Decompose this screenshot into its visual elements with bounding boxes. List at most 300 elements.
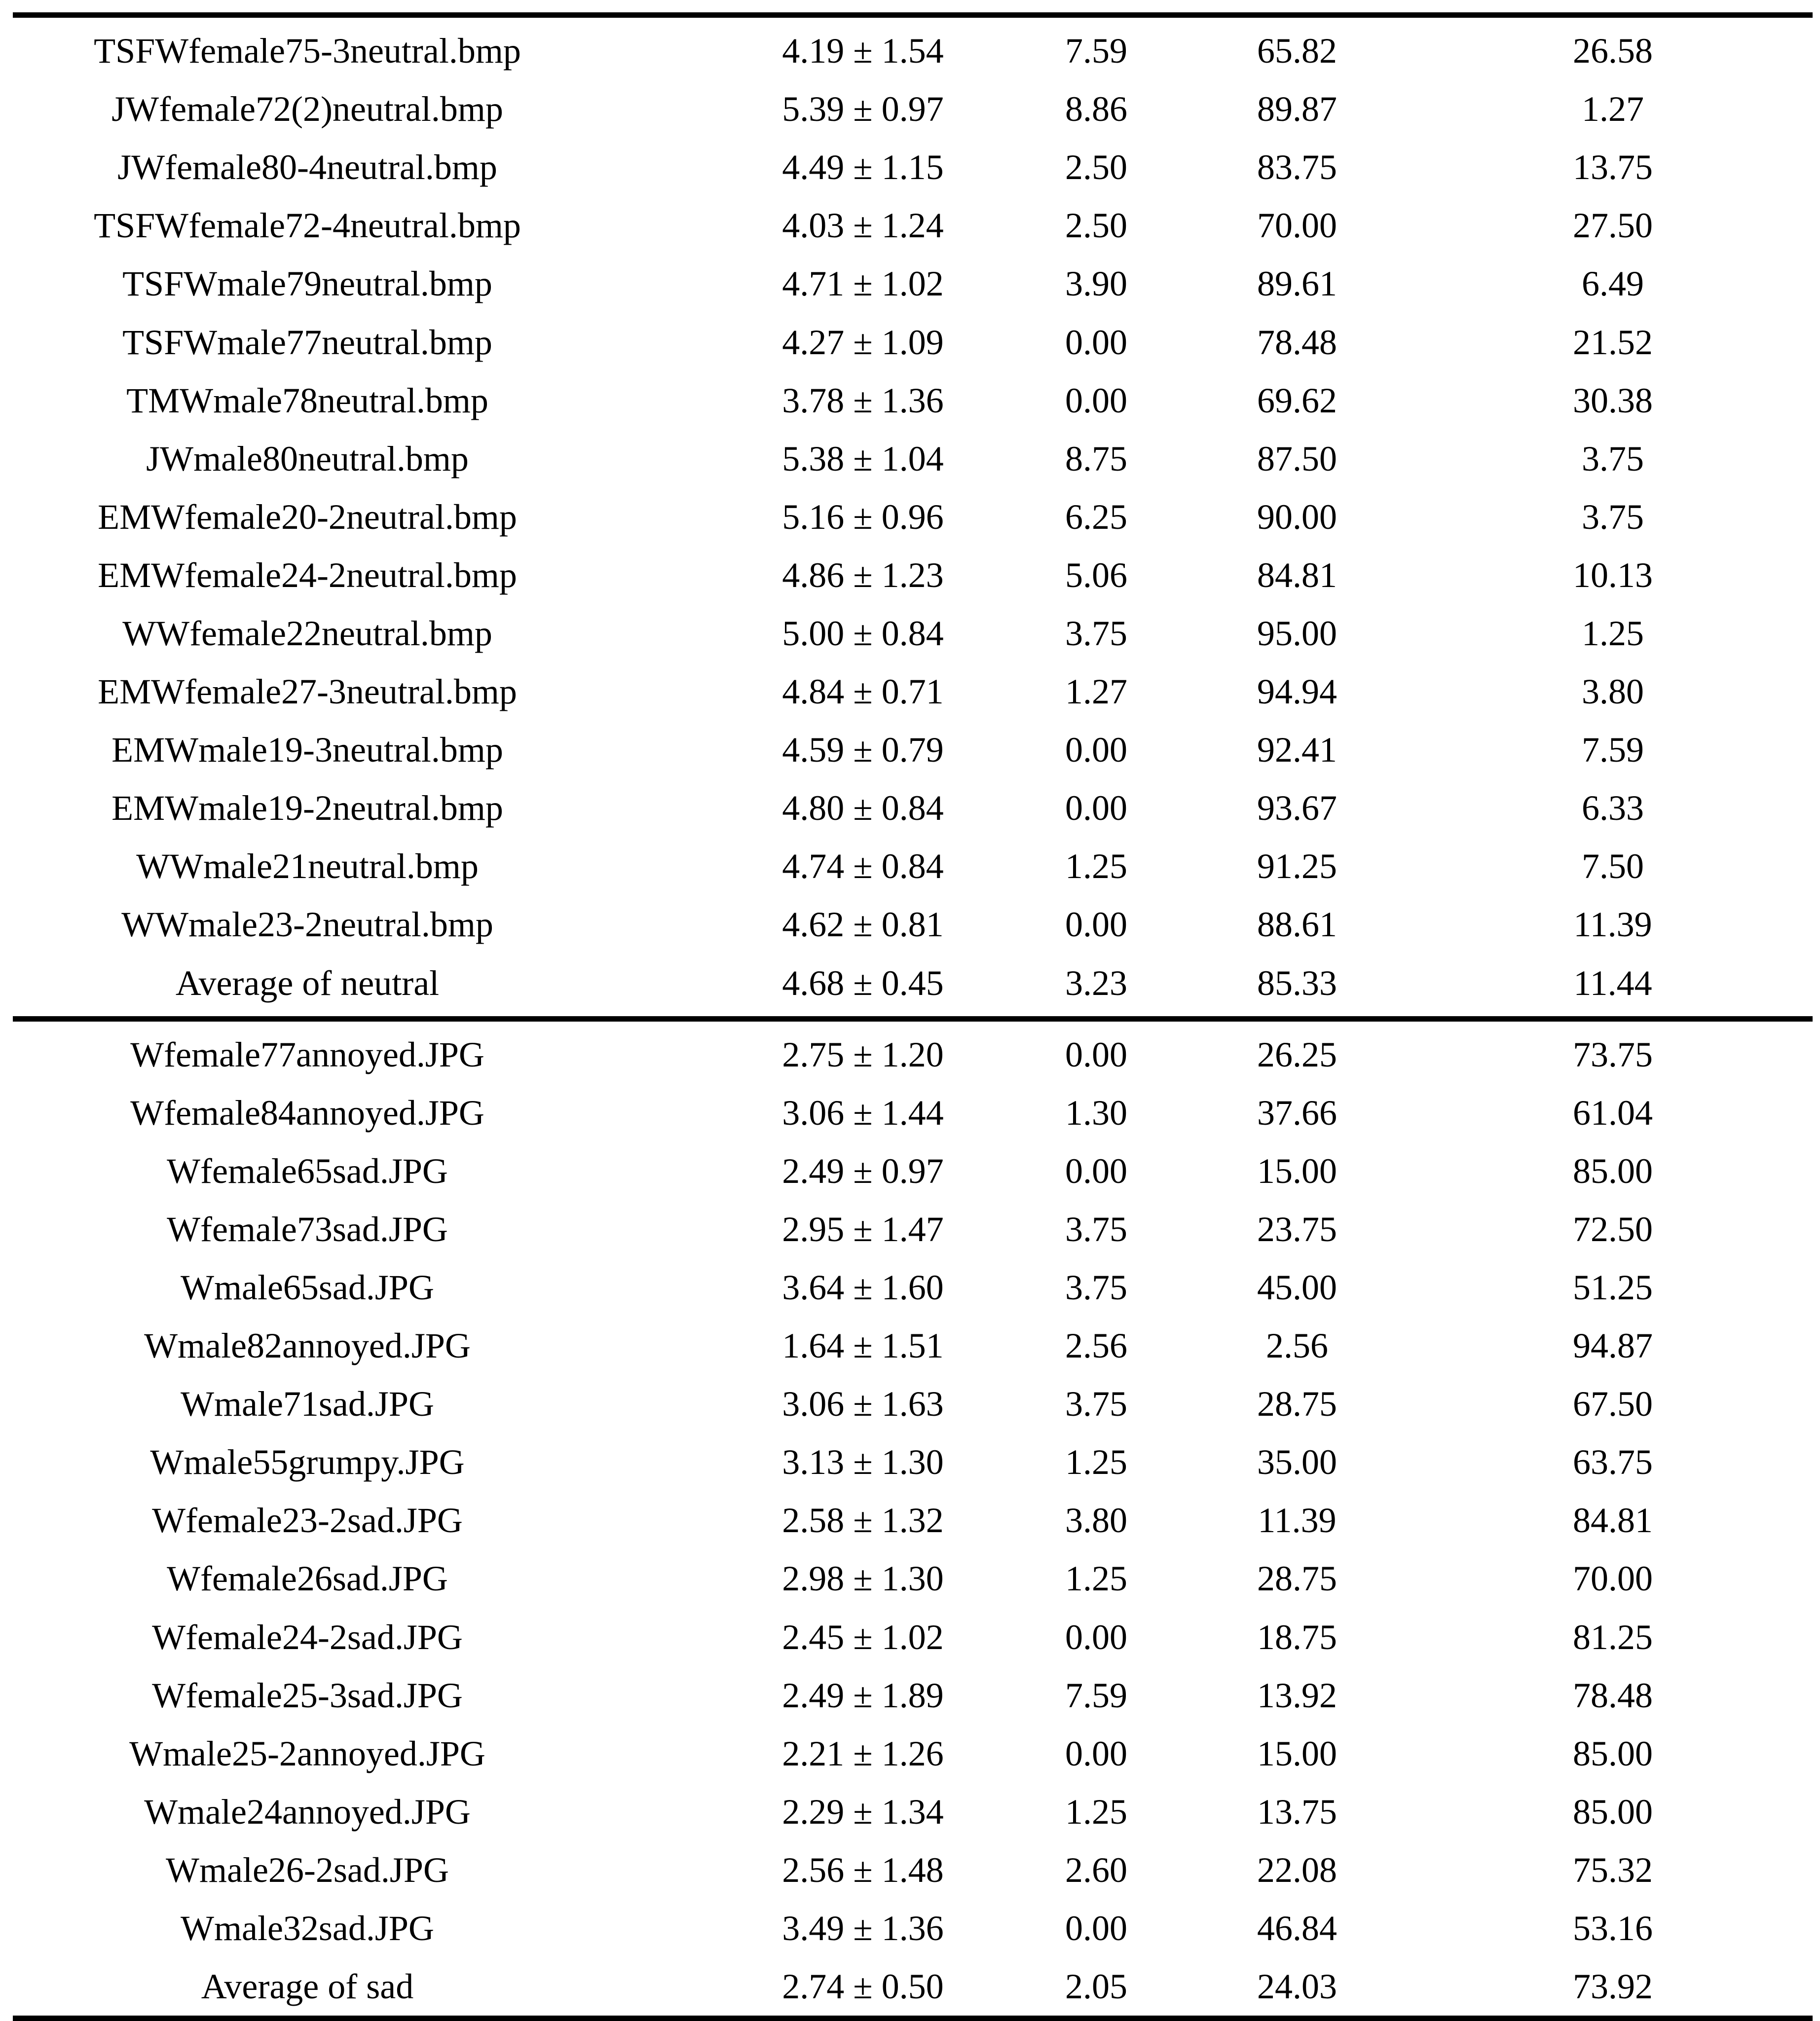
percent-col-a-cell (1031, 1386, 1250, 1422)
percent-col-c-cell-text: 7.50 (1582, 846, 1644, 886)
rating-cell (782, 1384, 1031, 1424)
rating-cell (782, 672, 1031, 712)
percent-col-b-cell (1250, 1794, 1482, 1830)
middle-rule (13, 1016, 1813, 1022)
rating-cell-text: 1.64 ± 1.51 (782, 1326, 944, 1366)
rating-cell (782, 846, 1031, 886)
percent-col-b-cell (1250, 1967, 1482, 2007)
percent-col-c-cell-text: 1.25 (1582, 613, 1644, 653)
percent-col-c-cell (1482, 557, 1813, 593)
image-name-cell (13, 905, 811, 945)
percent-col-b-cell (1250, 1501, 1482, 1541)
table-row (13, 662, 1813, 721)
table-row (13, 721, 1813, 779)
table-row (13, 1491, 1813, 1549)
percent-col-a-cell-text: 1.25 (1065, 1559, 1127, 1599)
table-row (13, 313, 1813, 371)
percent-col-c-cell-text: 63.75 (1573, 1442, 1653, 1482)
image-name-cell-text: TSFWmale79neutral.bmp (122, 264, 492, 304)
percent-col-b-cell-text: 13.92 (1257, 1675, 1337, 1715)
table-row (13, 1142, 1813, 1200)
rating-cell (782, 380, 1031, 420)
rating-cell-text: 3.06 ± 1.44 (782, 1093, 944, 1133)
percent-col-c-cell (1482, 1209, 1813, 1249)
table-row (13, 255, 1813, 313)
percent-col-a-cell (1031, 206, 1250, 246)
percent-col-c-cell-text: 85.00 (1573, 1792, 1653, 1832)
percent-col-c-cell-text: 10.13 (1573, 555, 1653, 595)
percent-col-a-cell (1031, 848, 1250, 884)
percent-col-b-cell-text: 35.00 (1257, 1442, 1337, 1482)
percent-col-a-cell (1031, 380, 1250, 420)
image-name-cell-text: EMWfemale24-2neutral.bmp (98, 555, 517, 595)
percent-col-c-cell (1482, 91, 1813, 127)
rating-cell-text: 4.59 ± 0.79 (782, 730, 944, 770)
percent-col-c-cell-text: 11.39 (1573, 905, 1652, 945)
percent-col-c-cell-text: 13.75 (1573, 147, 1653, 187)
percent-col-a-cell-text: 0.00 (1065, 1617, 1127, 1657)
percent-col-b-cell-text: 65.82 (1257, 31, 1337, 71)
percent-col-c-cell-text: 7.59 (1582, 730, 1644, 770)
image-name-cell (13, 322, 811, 362)
percent-col-b-cell (1250, 264, 1482, 304)
rating-cell (782, 1268, 1031, 1308)
percent-col-b-cell (1250, 91, 1482, 127)
percent-col-a-cell (1031, 1733, 1250, 1773)
percent-col-b-cell (1250, 732, 1482, 768)
image-name-cell-text: Wmale55grumpy.JPG (150, 1442, 465, 1482)
percent-col-b-cell-text: 95.00 (1257, 613, 1337, 653)
percent-col-b-cell-text: 78.48 (1257, 322, 1337, 362)
table-row (13, 779, 1813, 837)
rating-cell (782, 788, 1031, 828)
percent-col-c-cell (1482, 1794, 1813, 1830)
percent-col-b-cell-text: 93.67 (1257, 788, 1337, 828)
rating-cell (782, 497, 1031, 537)
percent-col-a-cell-text: 3.23 (1065, 963, 1127, 1003)
percent-col-c-cell-text: 1.27 (1582, 89, 1644, 129)
rating-cell (782, 1326, 1031, 1366)
percent-col-b-cell (1250, 206, 1482, 246)
percent-col-b-cell-text: 45.00 (1257, 1268, 1337, 1308)
percent-col-c-cell (1482, 1559, 1813, 1599)
image-name-cell (13, 441, 811, 477)
image-name-cell (13, 1501, 811, 1541)
table-row (13, 1666, 1813, 1725)
image-name-cell-text: Wfemale25-3sad.JPG (152, 1675, 463, 1715)
image-name-cell-text: Wmale26-2sad.JPG (166, 1850, 449, 1890)
percent-col-a-cell (1031, 790, 1250, 826)
rating-cell (782, 1442, 1031, 1482)
percent-col-b-cell (1250, 1034, 1482, 1074)
percent-col-c-cell (1482, 206, 1813, 246)
percent-col-c-cell (1482, 1153, 1813, 1189)
percent-col-a-cell-text: 0.00 (1065, 905, 1127, 945)
image-name-cell-text: Wmale65sad.JPG (181, 1268, 434, 1308)
image-name-cell-text: Wmale82annoyed.JPG (144, 1326, 471, 1366)
percent-col-b-cell (1250, 380, 1482, 420)
percent-col-b-cell-text: 46.84 (1257, 1909, 1337, 1948)
percent-col-a-cell (1031, 91, 1250, 127)
percent-col-a-cell (1031, 1209, 1250, 1249)
percent-col-b-cell (1250, 905, 1482, 945)
image-name-cell-text: Wfemale73sad.JPG (167, 1209, 448, 1249)
rating-cell-text: 3.13 ± 1.30 (782, 1442, 944, 1482)
percent-col-a-cell (1031, 732, 1250, 768)
percent-col-b-cell-text: 24.03 (1257, 1967, 1337, 2007)
percent-col-a-cell (1031, 905, 1250, 945)
table-row (13, 1549, 1813, 1608)
image-name-cell-text: EMWmale19-2neutral.bmp (111, 788, 503, 828)
percent-col-b-cell-text: 83.75 (1257, 147, 1337, 187)
table-row (13, 1200, 1813, 1258)
percent-col-a-cell-text: 1.25 (1065, 1792, 1127, 1832)
image-name-cell (13, 91, 811, 127)
percent-col-b-cell-text: 92.41 (1257, 730, 1337, 770)
image-name-cell (13, 206, 811, 246)
rating-cell-text: 5.38 ± 1.04 (782, 439, 944, 478)
rating-cell (782, 1675, 1031, 1715)
rating-cell-text: 3.78 ± 1.36 (782, 380, 944, 420)
rating-cell (782, 147, 1031, 187)
percent-col-a-cell (1031, 1444, 1250, 1480)
percent-col-c-cell (1482, 1675, 1813, 1715)
percent-col-a-cell (1031, 1852, 1250, 1888)
percent-col-c-cell-text: 30.38 (1573, 380, 1653, 420)
table-row (13, 430, 1813, 488)
percent-col-a-cell-text: 0.00 (1065, 1151, 1127, 1191)
table-row (13, 1725, 1813, 1783)
percent-col-c-cell (1482, 790, 1813, 826)
percent-col-c-cell-text: 70.00 (1573, 1559, 1653, 1599)
table-row (13, 546, 1813, 604)
rating-cell-text: 4.86 ± 1.23 (782, 555, 944, 595)
rating-cell (782, 905, 1031, 945)
percent-col-c-cell-text: 94.87 (1573, 1326, 1653, 1366)
percent-col-a-cell (1031, 613, 1250, 653)
rating-cell-text: 4.68 ± 0.45 (782, 963, 944, 1003)
image-name-cell (13, 1675, 811, 1715)
table-row (13, 22, 1813, 80)
image-name-cell (13, 1619, 811, 1655)
rating-cell (782, 1967, 1031, 2007)
rating-cell (782, 1792, 1031, 1832)
percent-col-b-cell (1250, 672, 1482, 712)
image-name-cell (13, 613, 811, 653)
percent-col-b-cell (1250, 848, 1482, 884)
percent-col-b-cell-text: 26.25 (1257, 1034, 1337, 1074)
rating-cell (782, 1909, 1031, 1948)
percent-col-a-cell (1031, 1911, 1250, 1946)
image-name-cell-text: TSFWfemale72-4neutral.bmp (94, 206, 521, 246)
percent-col-c-cell-text: 78.48 (1573, 1675, 1653, 1715)
percent-col-b-cell (1250, 1733, 1482, 1773)
rating-cell-text: 4.62 ± 0.81 (782, 905, 944, 945)
rating-cell-text: 2.49 ± 0.97 (782, 1151, 944, 1191)
percent-col-c-cell-text: 61.04 (1573, 1093, 1653, 1133)
image-name-cell-text: Wfemale84annoyed.JPG (130, 1093, 484, 1133)
percent-col-b-cell (1250, 149, 1482, 185)
percent-col-c-cell-text: 73.75 (1573, 1034, 1653, 1074)
percent-col-a-cell-text: 1.27 (1065, 672, 1127, 712)
percent-col-c-cell (1482, 264, 1813, 304)
percent-col-b-cell-text: 37.66 (1257, 1093, 1337, 1133)
image-name-cell (13, 33, 811, 69)
percent-col-a-cell (1031, 322, 1250, 362)
percent-col-a-cell-text: 3.80 (1065, 1501, 1127, 1541)
neutral-group (13, 22, 1813, 1012)
image-name-cell-text: TSFWfemale75-3neutral.bmp (94, 31, 521, 71)
sad-group (13, 1026, 1813, 2016)
percent-col-a-cell (1031, 1619, 1250, 1655)
percent-col-c-cell-text: 3.80 (1582, 672, 1644, 712)
rating-cell-text: 5.00 ± 0.84 (782, 613, 944, 653)
rating-cell-text: 2.58 ± 1.32 (782, 1501, 944, 1541)
rating-cell (782, 555, 1031, 595)
percent-col-c-cell-text: 67.50 (1573, 1384, 1653, 1424)
percent-col-c-cell-text: 11.44 (1573, 963, 1652, 1003)
image-name-cell (13, 1268, 811, 1308)
percent-col-b-cell (1250, 1326, 1482, 1366)
rating-cell (782, 1559, 1031, 1599)
rating-cell-text: 3.64 ± 1.60 (782, 1268, 944, 1308)
rating-cell-text: 2.95 ± 1.47 (782, 1209, 944, 1249)
rating-cell (782, 1501, 1031, 1541)
image-name-cell (13, 1095, 811, 1131)
percent-col-c-cell (1482, 613, 1813, 653)
percent-col-c-cell (1482, 905, 1813, 945)
percent-col-c-cell (1482, 732, 1813, 768)
rating-cell (782, 89, 1031, 129)
rating-cell (782, 1093, 1031, 1133)
percent-col-a-cell (1031, 1675, 1250, 1715)
percent-col-b-cell-text: 18.75 (1257, 1617, 1337, 1657)
percent-col-c-cell (1482, 33, 1813, 69)
percent-col-a-cell-text: 3.75 (1065, 613, 1127, 653)
rating-cell-text: 4.74 ± 0.84 (782, 846, 944, 886)
percent-col-c-cell (1482, 380, 1813, 420)
table-row (13, 1317, 1813, 1375)
percent-col-a-cell-text: 2.60 (1065, 1850, 1127, 1890)
percent-col-a-cell-text: 0.00 (1065, 788, 1127, 828)
percent-col-a-cell-text: 0.00 (1065, 1733, 1127, 1773)
percent-col-b-cell-text: 69.62 (1257, 380, 1337, 420)
image-name-cell-text: EMWmale19-3neutral.bmp (111, 730, 503, 770)
percent-col-a-cell-text: 8.75 (1065, 439, 1127, 478)
percent-col-c-cell (1482, 1501, 1813, 1541)
percent-col-b-cell-text: 89.87 (1257, 89, 1337, 129)
table-row (13, 954, 1813, 1012)
table-row (13, 1608, 1813, 1666)
table-row (13, 1258, 1813, 1317)
image-name-cell-text: WWmale21neutral.bmp (136, 846, 479, 886)
rating-cell-text: 2.74 ± 0.50 (782, 1967, 944, 2007)
rating-cell-text: 2.56 ± 1.48 (782, 1850, 944, 1890)
rating-cell-text: 5.39 ± 0.97 (782, 89, 944, 129)
rating-cell (782, 1209, 1031, 1249)
image-name-cell (13, 790, 811, 826)
image-name-cell-text: TMWmale78neutral.bmp (126, 380, 488, 420)
percent-col-c-cell (1482, 1095, 1813, 1131)
percent-col-b-cell (1250, 965, 1482, 1001)
percent-col-a-cell (1031, 499, 1250, 535)
rating-cell-text: 2.45 ± 1.02 (782, 1617, 944, 1657)
table-row (13, 488, 1813, 546)
image-name-cell (13, 1733, 811, 1773)
percent-col-b-cell (1250, 441, 1482, 477)
table-row (13, 1084, 1813, 1142)
table-row (13, 80, 1813, 138)
percent-col-a-cell-text: 3.75 (1065, 1384, 1127, 1424)
percent-col-b-cell-text: 15.00 (1257, 1733, 1337, 1773)
top-rule (13, 12, 1813, 18)
table-row (13, 1957, 1813, 2016)
percent-col-c-cell (1482, 1326, 1813, 1366)
image-name-cell-text: Wfemale77annoyed.JPG (130, 1034, 484, 1074)
percent-col-b-cell (1250, 557, 1482, 593)
percent-col-a-cell (1031, 1967, 1250, 2007)
image-name-cell (13, 1911, 811, 1946)
table-row (13, 1841, 1813, 1899)
table-row (13, 1375, 1813, 1433)
rating-cell (782, 1034, 1031, 1074)
percent-col-a-cell-text: 0.00 (1065, 1034, 1127, 1074)
percent-col-a-cell (1031, 441, 1250, 477)
image-name-cell (13, 848, 811, 884)
table-row (13, 138, 1813, 196)
percent-col-c-cell-text: 27.50 (1573, 206, 1653, 246)
percent-col-a-cell (1031, 264, 1250, 304)
percent-col-c-cell-text: 21.52 (1573, 322, 1653, 362)
image-name-cell (13, 1967, 811, 2007)
percent-col-b-cell-text: 91.25 (1257, 846, 1337, 886)
percent-col-b-cell (1250, 499, 1482, 535)
percent-col-b-cell-text: 28.75 (1257, 1559, 1337, 1599)
image-name-cell (13, 499, 811, 535)
percent-col-c-cell (1482, 1733, 1813, 1773)
percent-col-c-cell (1482, 1911, 1813, 1946)
percent-col-a-cell-text: 7.59 (1065, 31, 1127, 71)
percent-col-b-cell (1250, 613, 1482, 653)
image-name-cell-text: Wfemale24-2sad.JPG (152, 1617, 463, 1657)
table-row (13, 1783, 1813, 1841)
percent-col-c-cell-text: 53.16 (1573, 1909, 1653, 1948)
percent-col-c-cell (1482, 1034, 1813, 1074)
percent-col-b-cell (1250, 1559, 1482, 1599)
rating-cell-text: 3.06 ± 1.63 (782, 1384, 944, 1424)
rating-cell-text: 2.29 ± 1.34 (782, 1792, 944, 1832)
image-name-cell (13, 1034, 811, 1074)
image-name-cell-text: EMWfemale20-2neutral.bmp (98, 497, 517, 537)
rating-cell (782, 206, 1031, 246)
percent-col-a-cell-text: 5.06 (1065, 555, 1127, 595)
percent-col-a-cell (1031, 1095, 1250, 1131)
percent-col-c-cell (1482, 965, 1813, 1001)
image-name-cell-text: Wfemale65sad.JPG (167, 1151, 448, 1191)
percent-col-c-cell (1482, 672, 1813, 712)
rating-cell-text: 4.27 ± 1.09 (782, 322, 944, 362)
data-table (13, 12, 1813, 2021)
table-row (13, 837, 1813, 895)
percent-col-b-cell (1250, 1911, 1482, 1946)
rating-cell (782, 963, 1031, 1003)
percent-col-c-cell-text: 72.50 (1573, 1209, 1653, 1249)
rating-cell (782, 730, 1031, 770)
percent-col-c-cell (1482, 1967, 1813, 2007)
rating-cell (782, 1151, 1031, 1191)
percent-col-c-cell-text: 6.49 (1582, 264, 1644, 304)
image-name-cell-text: Wmale24annoyed.JPG (144, 1792, 471, 1832)
percent-col-b-cell-text: 23.75 (1257, 1209, 1337, 1249)
percent-col-b-cell (1250, 1268, 1482, 1308)
image-name-cell-text: JWfemale80-4neutral.bmp (117, 147, 497, 187)
percent-col-b-cell (1250, 1444, 1482, 1480)
rating-cell (782, 1850, 1031, 1890)
percent-col-c-cell (1482, 441, 1813, 477)
rating-cell (782, 322, 1031, 362)
percent-col-c-cell-text: 73.92 (1573, 1967, 1653, 2007)
percent-col-a-cell (1031, 1153, 1250, 1189)
image-name-cell-text: JWmale80neutral.bmp (146, 439, 469, 478)
percent-col-a-cell-text: 0.00 (1065, 380, 1127, 420)
percent-col-c-cell (1482, 322, 1813, 362)
rating-cell-text: 2.75 ± 1.20 (782, 1034, 944, 1074)
percent-col-b-cell-text: 85.33 (1257, 963, 1337, 1003)
percent-col-b-cell (1250, 1386, 1482, 1422)
percent-col-c-cell-text: 3.75 (1582, 439, 1644, 478)
percent-col-c-cell (1482, 149, 1813, 185)
percent-col-b-cell (1250, 1209, 1482, 1249)
image-name-cell (13, 732, 811, 768)
percent-col-b-cell (1250, 33, 1482, 69)
percent-col-c-cell (1482, 499, 1813, 535)
percent-col-a-cell (1031, 149, 1250, 185)
table-row (13, 1026, 1813, 1084)
image-name-cell (13, 672, 811, 712)
rating-cell (782, 439, 1031, 478)
image-name-cell (13, 380, 811, 420)
table-row (13, 1899, 1813, 1957)
percent-col-c-cell-text: 81.25 (1573, 1617, 1653, 1657)
percent-col-c-cell-text: 84.81 (1573, 1501, 1653, 1541)
rating-cell-text: 4.71 ± 1.02 (782, 264, 944, 304)
percent-col-b-cell (1250, 322, 1482, 362)
percent-col-b-cell (1250, 1619, 1482, 1655)
percent-col-a-cell (1031, 1501, 1250, 1541)
percent-col-a-cell (1031, 1794, 1250, 1830)
table-row (13, 604, 1813, 662)
percent-col-c-cell (1482, 848, 1813, 884)
image-name-cell (13, 557, 811, 593)
percent-col-a-cell (1031, 1034, 1250, 1074)
rating-cell (782, 613, 1031, 653)
percent-col-c-cell-text: 6.33 (1582, 788, 1644, 828)
image-name-cell-text: WWfemale22neutral.bmp (122, 613, 492, 653)
image-name-cell (13, 1794, 811, 1830)
percent-col-a-cell-text: 6.25 (1065, 497, 1127, 537)
rating-cell-text: 2.21 ± 1.26 (782, 1733, 944, 1773)
rating-cell (782, 1617, 1031, 1657)
percent-col-c-cell (1482, 1444, 1813, 1480)
rating-cell-text: 5.16 ± 0.96 (782, 497, 944, 537)
image-name-cell (13, 1852, 811, 1888)
percent-col-c-cell (1482, 1852, 1813, 1888)
percent-col-a-cell (1031, 1559, 1250, 1599)
percent-col-c-cell-text: 51.25 (1573, 1268, 1653, 1308)
percent-col-b-cell-text: 90.00 (1257, 497, 1337, 537)
percent-col-a-cell (1031, 1326, 1250, 1366)
rating-cell-text: 2.49 ± 1.89 (782, 1675, 944, 1715)
